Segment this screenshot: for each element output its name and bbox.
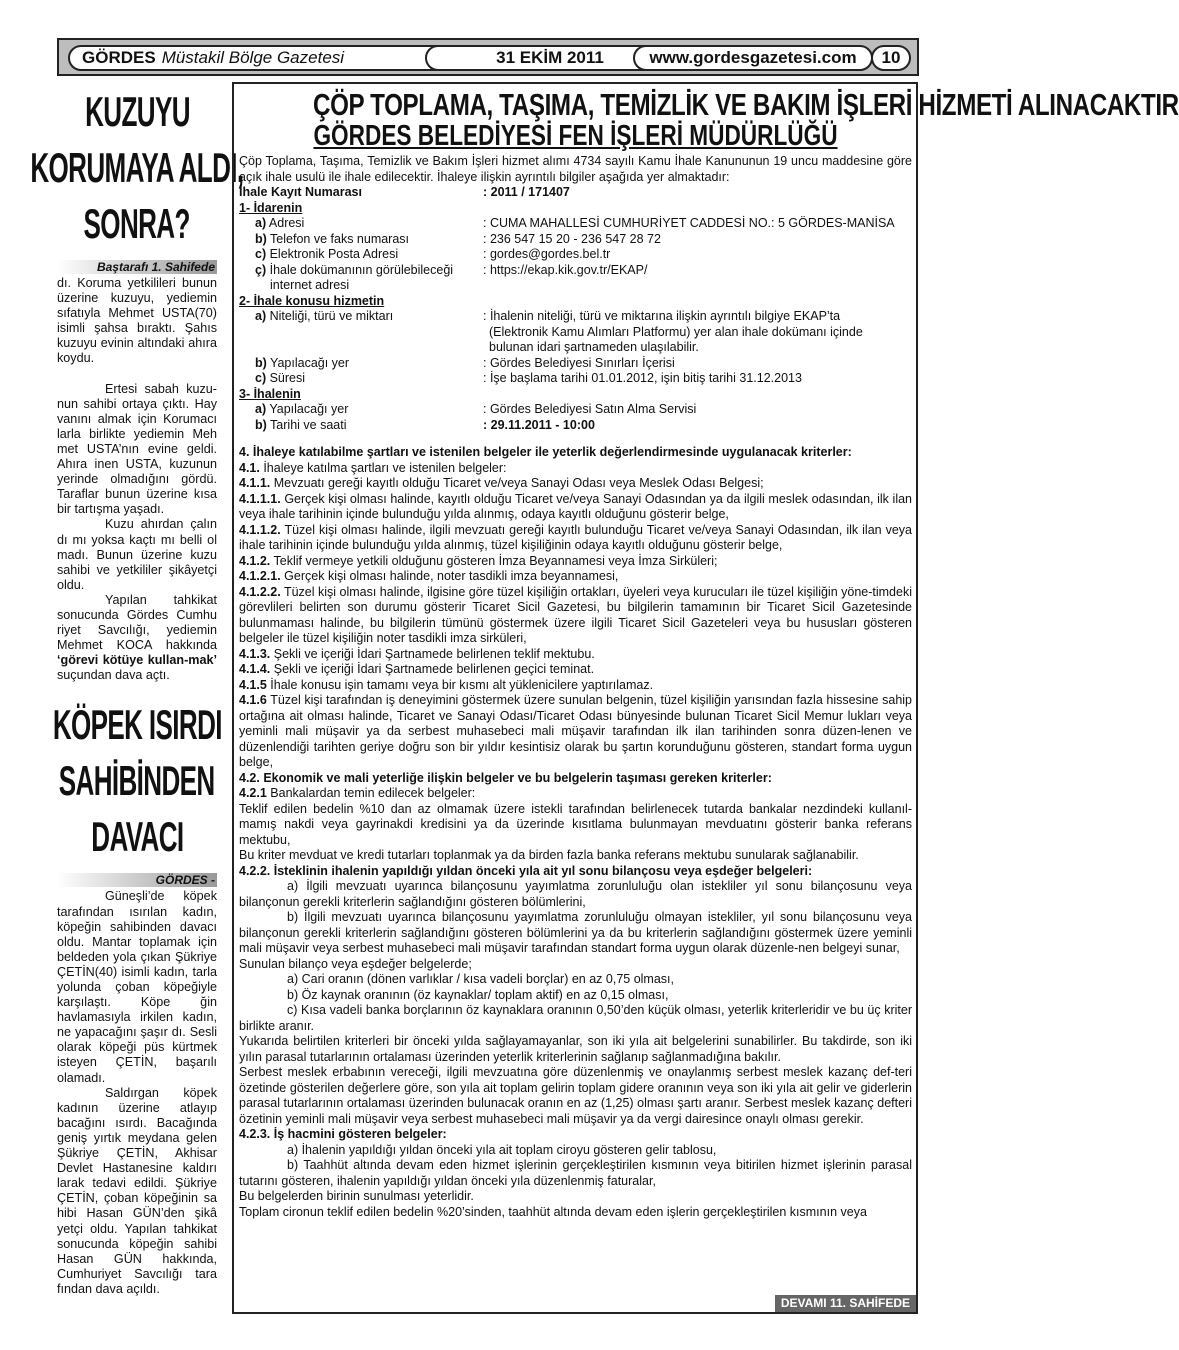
row-letter: c): [255, 247, 267, 261]
ikn-row: [239, 185, 912, 201]
row-letter: c): [255, 371, 267, 385]
clause-text: Teklif vermeye yetkili olduğunu gösteren İmza Beyannamesi veya İmza Sirküleri;: [270, 553, 718, 568]
story1-text: suçundan dava açtı.: [57, 668, 170, 683]
row-value: : İşe başlama tarihi 01.01.2012, işin bitiş tarihi 31.12.2013: [483, 371, 802, 385]
clause-number: 4.1.1.1.: [239, 491, 281, 506]
row-value: : 2011 / 171407: [483, 185, 570, 199]
story2-paragraph: [57, 1086, 217, 1297]
row-value: : Gördes Belediyesi Satın Alma Servisi: [483, 402, 697, 416]
clause-text: [239, 1143, 912, 1159]
clause: [239, 678, 912, 694]
row-value: : İhalenin niteliği, türü ve miktarına ilişkin ayrıntılı bilgiye EKAP’ta: [483, 309, 841, 323]
clause-number: 4.1.2.1.: [239, 569, 281, 583]
story2-paragraph: [57, 889, 217, 1085]
clause-number: 4.1.2.2.: [239, 584, 281, 599]
row-label: Yapılacağı yer: [266, 355, 350, 370]
row-letter: a): [255, 309, 267, 323]
row-label: Adresi: [266, 216, 305, 230]
clause-text: a) Cari oranın (dönen varlıklar / kısa vadeli borçlar) en az 0,75 olması,: [287, 972, 674, 986]
row-label: internet adresi: [270, 278, 350, 292]
row-letter: a): [255, 402, 267, 416]
story1-text: Ertesi sabah kuzu-nun sahibi ortaya çıktı. Hay vanını almak için Korumacı larla birlikte yediemin Meh met USTA’nın evine geldi. Ahıra inen USTA, kuzunun yerinde olmadığını gördü. Taraflar bunun üzerine kısa bir tartışma yaşadı.: [57, 381, 217, 517]
headline-line: KORUMAYA ALDI,: [30, 144, 244, 191]
clause-text: Bankalardan temin edilecek belgeler:: [266, 786, 476, 800]
clause-text: İhale konusu işin tamamı veya bir kısmı alt yüklenicilere yaptırılamaz.: [266, 677, 654, 692]
clause-number: 4.1.: [239, 460, 260, 475]
section-heading: [239, 387, 912, 403]
clause-text: [239, 972, 912, 988]
paper-name: [68, 45, 473, 71]
continued-from-bar: Baştarafı 1. Sahifede: [57, 260, 217, 274]
row-letter: b): [255, 417, 267, 432]
info-row: [239, 216, 912, 232]
clause-number: 4.1.5: [239, 677, 267, 692]
clause-text: Sunulan bilanço veya eşdeğer belgelerde;: [239, 956, 472, 971]
continued-on-label: DEVAMI 11. SAHİFEDE: [775, 1295, 916, 1312]
clause-text: Şekli ve içeriği İdari Şartnamede belirlenen geçici teminat.: [270, 662, 595, 676]
story1-text: Kuzu ahırdan çalın dı mı yoksa kaçtı mı belli ol madı. Bunun üzerine kuzu sahibi ve yetkililer şikâyetçi oldu.: [57, 517, 217, 592]
story1-paragraph: [57, 593, 217, 684]
clause: [239, 523, 912, 554]
row-label: İhale dokümanının görülebileceği: [266, 262, 454, 277]
info-row: [239, 263, 912, 294]
clause-text: Tüzel kişi tarafından iş deneyimini göstermek üzere sunulan belgenin, tüzel kişiliğin yarısından fazla hissesine sahip ortağına ait olması halinde, Ticaret ve Sanayi Odası/Ticaret Odası bünyesinde bulunan Ticaret Sicil Memur lukları veya yeminli mali müşavir ya da serbest muhasebeci mali müşavir tarafından ilk ilan tarihinden sonra düzen-lenen ve düzenlendiği tarihten geriye doğru son bir yıldır kesintisiz olarak bu şartın korunduğunu gösteren, standart forma uygun belge,: [239, 693, 912, 769]
clause-number: 4.1.1.: [239, 476, 271, 490]
clause: [239, 461, 912, 477]
clause-text: [239, 879, 912, 910]
row-label: Tarihi ve saati: [266, 417, 347, 432]
story1-headline: [30, 84, 244, 252]
clause-text: [239, 910, 912, 957]
info-row: [239, 356, 912, 372]
clause-text: Bu belgelerden birinin sunulması yeterlidir.: [239, 1189, 474, 1203]
notice-intro: Çöp Toplama, Taşıma, Temizlik ve Bakım İşleri hizmet alımı 4734 sayılı Kamu İhale Kanununun 19 uncu maddesine göre açık ihale usulü ile ihale edilecektir. İhaleye ilişkin ayrıntılı bilgiler aşağıda yer almaktadır:: [239, 154, 912, 184]
website-url: www.gordesgazetesi.com: [633, 45, 873, 71]
page-number: 10: [871, 45, 911, 71]
clause-text: Gerçek kişi olması halinde, kayıtlı olduğu Ticaret ve/veya Sanayi Odasından ya da ilgili meslek odasından, ilk ilan veya ihale tarihinin içinde bulunduğu yılda alınmış, odaya kayıtlı olduğunu gösterir belge,: [239, 491, 912, 521]
clause-heading: 4. İhaleye katılabilme şartları ve istenilen belgeler ile yeterlik değerlendirmesinde uygulanacak kriterler:: [239, 445, 852, 459]
clause-text: a) İlgili mevzuatı uyarınca bilançosunu yayımlatma zorunluluğu olan istekliler yıl sonu bilançosunu veya bilançonun gerekli kriterlerin sağlandığını gösteren bölümlerini,: [239, 879, 912, 909]
clause-text: İhaleye katılma şartları ve istenilen belgeler:: [259, 460, 507, 475]
paper-name-bold: GÖRDES: [82, 48, 156, 67]
clause-text: Bu kriter mevduat ve kredi tutarları toplanmak ya da birden fazla banka referans mektubu sunularak sağlanabilir.: [239, 848, 859, 862]
row-letter: a): [255, 216, 267, 230]
info-row: [239, 247, 912, 263]
clause-number: 4.1.3.: [239, 646, 271, 661]
clause-heading: 4.2. Ekonomik ve mali yeterliğe ilişkin belgeler ve bu belgelerin taşıması gereken kriterler:: [239, 770, 772, 785]
clause: [239, 476, 912, 492]
issue-date: 31 EKİM 2011: [425, 45, 675, 71]
story1-paragraph: [57, 517, 217, 592]
info-row: [239, 418, 912, 434]
clause-text: b) Öz kaynak oranının (öz kaynaklar/ toplam aktif) en az 0,15 olması,: [287, 987, 669, 1002]
clause-text: [239, 1158, 912, 1189]
row-value: : 29.11.2011 - 10:00: [483, 417, 595, 432]
section-label: 1- İdarenin: [239, 200, 303, 215]
story1-paragraph: dı. Koruma yetkilileri bunun üzerine kuzuyu, yediemin sıfatıyla Mehmet USTA(70) isimli şahsa bıraktı. Şahıs kuzuyu evinin altındaki ahıra koydu.: [57, 276, 217, 366]
notice-title: ÇÖP TOPLAMA, TAŞIMA, TEMİZLİK VE BAKIM İŞLERİ HİZMETİ ALINACAKTIR: [313, 87, 1179, 122]
info-row: [239, 402, 912, 418]
row-label: Yapılacağı yer: [266, 402, 349, 416]
notice-subtitle: GÖRDES BELEDİYESİ FEN İŞLERİ MÜDÜRLÜĞÜ: [313, 120, 838, 152]
row-value: bulunan idari şartnameden ulaşılabilir.: [489, 340, 699, 354]
info-row: [239, 309, 912, 356]
clause-number: 4.1.6: [239, 693, 267, 707]
clause-text: c) Kısa vadeli banka borçlarının öz kaynaklara oranının 0,50’den küçük olması, yeterlik kriterleridir ve bu üç kriter birlikte aranır.: [239, 1003, 912, 1033]
clause: [239, 492, 912, 523]
section-heading: [239, 294, 912, 310]
clause-text: Tüzel kişi olması halinde, ilgili mevzuatı gereği kayıtlı bulunduğu Ticaret ve/veya Sanayi Odasından, ilk ilan veya ihale tarihinin içinde bulunduğu yılda alınmış, tüzel kişiliğinin odaya kayıtlı olduğunu gösterir belge,: [239, 522, 912, 552]
story2-headline: [52, 697, 222, 865]
row-letter: b): [255, 231, 267, 246]
story1-paragraph: [57, 382, 217, 518]
clause-number: 4.1.1.2.: [239, 522, 281, 537]
clause-text: Teklif edilen bedelin %10 dan az olmamak üzere istekli tarafından belirlenecek tutarda bankalar nezdindeki kullanıl-mamış nakdi veya gayrinakdi kredisini ya da üzerinde kısıtlama bulunmayan mevduatını gösterir banka referans mektubu,: [239, 801, 912, 847]
story1-bold-phrase: ‘görevi kötüye kullan-mak’: [57, 653, 217, 668]
info-row: [239, 232, 912, 248]
row-value: : https://ekap.kik.gov.tr/EKAP/: [483, 262, 648, 277]
section-label: 2- İhale konusu hizmetin: [239, 293, 385, 308]
clause-number: 4.1.4.: [239, 662, 271, 676]
headline-line: KUZUYU: [84, 88, 190, 135]
row-label: Telefon ve faks numarası: [266, 231, 410, 246]
clause-heading: 4.2.3. İş hacmini gösteren belgeler:: [239, 1127, 447, 1141]
info-row: [239, 371, 912, 387]
row-value: : Gördes Belediyesi Sınırları İçerisi: [483, 355, 675, 370]
clause: [239, 585, 912, 647]
row-letter: ç): [255, 262, 267, 277]
row-label: Niteliği, türü ve miktarı: [266, 309, 394, 323]
headline-line: SAHİBİNDEN: [59, 757, 215, 805]
clause-text: a) İhalenin yapıldığı yıldan önceki yıla ait toplam ciroyu gösteren gelir tablosu,: [287, 1142, 717, 1157]
row-label: Süresi: [266, 371, 306, 385]
row-value: (Elektronik Kamu Alımları Platformu) yer alan ihale dokümanı içinde: [489, 324, 863, 339]
headline-line: KÖPEK ISIRDI: [52, 701, 222, 749]
clause-text: Serbest meslek erbabının vereceği, ilgili mevzuatına göre düzenlenmiş ve onaylanmış serbest meslek kazanç def-teri özetinde gösterilen değerlere göre, son yıla ait toplam gelirin toplam gidere oranının veya son iki yıla ait gelir ve giderlerin parasal tutarlarının ortalaması üzerinden bulunacak oranın en az (1,25) olması şartı aranır. Serbest meslek kazanç defteri özetinin yeminli mali müşavir veya serbest muhasebeci mali müşavir ya da vergi dairesince onaylı olması gerekir.: [239, 1065, 912, 1126]
story1-spacer: [57, 367, 217, 382]
tender-notice: [232, 82, 1179, 1314]
clause-number: 4.1.2.: [239, 553, 271, 568]
clause-text: [239, 988, 912, 1004]
headline-line: SONRA?: [83, 200, 191, 247]
clause-number: 4.2.1: [239, 786, 267, 800]
clause-text: Gerçek kişi olması halinde, noter tasdikli imza beyannamesi,: [280, 569, 619, 583]
clause-text: Mevzuatı gereği kayıtlı olduğu Ticaret ve/veya Sanayi Odası veya Meslek Odası Belgesi;: [270, 476, 764, 490]
story2-text: Saldırgan köpek kadının üzerine atlayıp bacağını ısırdı. Bacağında geniş yırtık meydana gelen Şükriye ÇETİN, Akhisar Devlet Hastanesine kaldırı larak tedavi edildi. Şükriye ÇETİN, çoban köpeğinin sa hibi Hasan GÜN’den şikâ yetçi oldu. Yapılan tahkikat sonucunda köpeğin sahibi Hasan GÜN hakkında, Cumhuriyet Savcılığı tara fından dava açıldı.: [57, 1085, 217, 1296]
clause-text: b) İlgili mevzuatı uyarınca bilançosunu yayımlatma zorunluluğu olmayan istekliler, yıl sonu bilançosunu veya bilançonun gerekli kriterlerin sağlandığını gösteren bölümlerini ya da bu kriterlerin sağlandığını göstermek üzere yeminli mali müşavir veya serbest muhasebeci mali müşavir tarafından standart forma uygun olarak düzenle-nen belgeyi sunar,: [239, 910, 912, 955]
story2-text: Güneşli’de köpek tarafından ısırılan kadın, köpeğin sahibinden davacı oldu. Mantar toplamak için beldeden yola çıkan Şükriye ÇETİN(40) isimli kadın, tarla yolunda çoban köpeğiyle karşılaştı. Köpe ğin havlamasıyla irkilen kadın, ne yapacağını şaşır dı. Sesli olarak köpeği püs kürtmek isteyen ÇETİN, başarılı olamadı.: [57, 889, 217, 1085]
clause-text: Şekli ve içeriği İdari Şartnamede belirlenen teklif mektubu.: [270, 646, 595, 661]
clause: [239, 569, 912, 585]
clause-text: b) Taahhüt altında devam eden hizmet işlerinin gerçekleştirilen kısmının veya bitirilen hizmet işlerinin parasal tutarını gösteren, ihalenin yapıldığı yıldan önceki yıla düzenlenmiş faturalar,: [239, 1158, 912, 1188]
clause: [239, 662, 912, 678]
story1-text: Yapılan tahkikat sonucunda Gördes Cumhu riyet Savcılığı, yediemin Mehmet KOCA hakkında: [57, 592, 217, 653]
section-label: 3- İhalenin: [239, 386, 301, 401]
paper-name-subtitle: Müstakil Bölge Gazetesi: [161, 48, 345, 67]
clause-text: Toplam cironun teklif edilen bedelin %20’sinden, taahhüt altında devam eden işlerin gerçekleştirilen kısmının veya: [239, 1204, 867, 1219]
clause-text: Yukarıda belirtilen kriterleri bir önceki yılda sağlayamayanlar, son iki yıla ait belgelerini sunabilirler. Bu takdirde, son iki yılın parasal tutarlarının ortalaması üzerinden yeterlik kriterlerinin sağlanıp sağlanmadığına bakılır.: [239, 1034, 912, 1064]
row-label: Elektronik Posta Adresi: [266, 247, 399, 261]
dateline-bar: GÖRDES -: [57, 873, 217, 887]
clause: [239, 786, 912, 802]
headline-line: DAVACI: [90, 813, 184, 861]
row-value: : 236 547 15 20 - 236 547 28 72: [483, 231, 661, 246]
masthead-bar: [57, 38, 919, 76]
clause: [239, 647, 912, 663]
row-value: : gordes@gordes.bel.tr: [483, 247, 611, 261]
clause-text: [239, 1003, 912, 1034]
clause-heading: 4.2.2. İsteklinin ihalenin yapıldığı yıldan önceki yıla ait yıl sonu bilançosu veya eşdeğer belgeleri:: [239, 863, 813, 878]
row-label: İhale Kayıt Numarası: [239, 185, 362, 199]
clause-text: Tüzel kişi olması halinde, ilgisine göre tüzel kişiliğin ortakları, üyeleri veya kurucuları ile tüzel kişiliğin yöne-timdeki görevlileri belirten son durumu gösterir Ticaret Sicil Gazetesi, bu bilgilerin tamamının bir Ticaret Sicil Gazetesinde bulunmaması halinde, bu bilgilerin tümünü göstermek üzere ilgili Ticaret Sicil Gazeteleri veya bu hususları gösteren belgeler ile tüzel kişiliğin noter tasdikli imza sirküleri,: [239, 584, 912, 645]
clause: [239, 693, 912, 771]
section-heading: [239, 201, 912, 217]
row-letter: b): [255, 355, 267, 370]
row-value: : CUMA MAHALLESİ CUMHURİYET CADDESİ NO.: 5 GÖRDES-MANİSA: [483, 216, 895, 230]
clause: [239, 554, 912, 570]
left-column: [30, 84, 244, 1297]
